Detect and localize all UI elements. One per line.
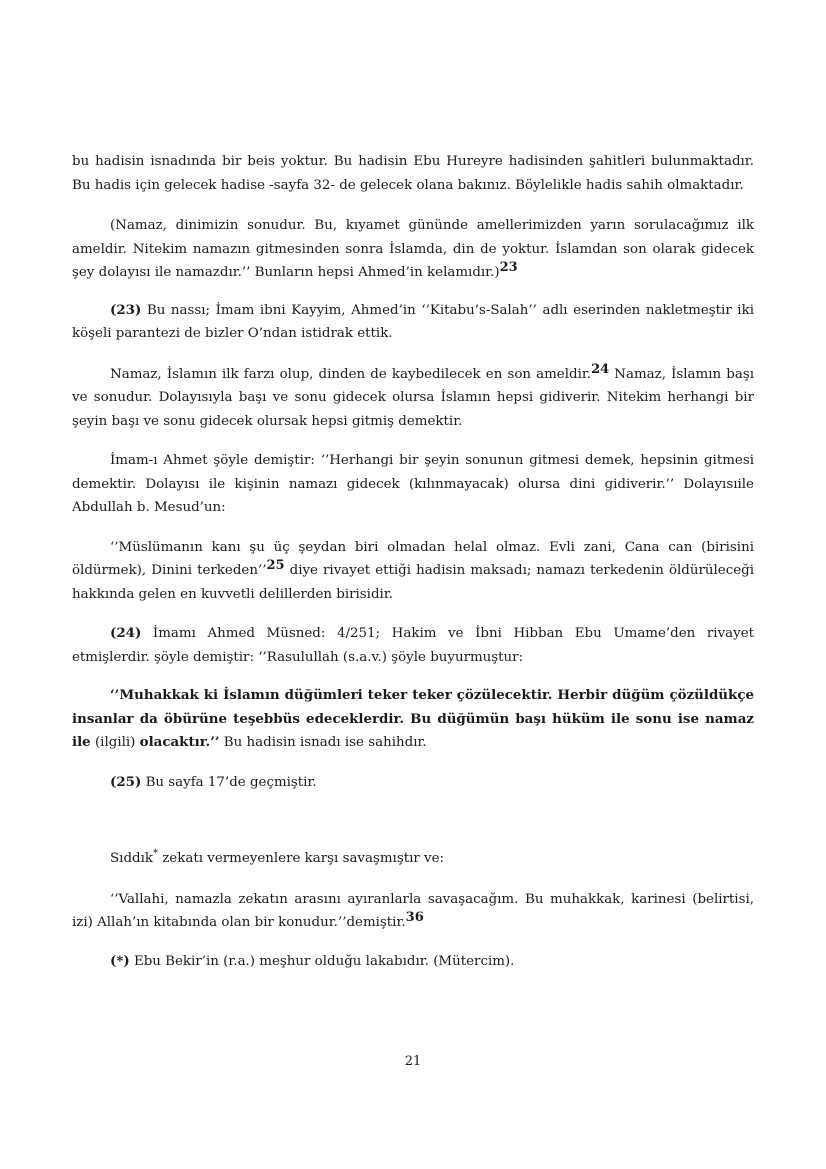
footnote-24 — [72, 622, 754, 669]
page-body — [72, 150, 754, 973]
page-number: 21 — [404, 1054, 422, 1069]
paragraph-5: İmam-ı Ahmet şöyle demiştir: ‘’Herhangi bir şeyin sonunun gitmesi demek, hepsinin gitmesi demektir. Dolayısı ile kişinin namazı gidecek (kılınmayacak) olursa dini gidiverir.’’ Dolayısıile Abdullah b. Mesud’un: — [72, 453, 754, 515]
paragraph-10-text-b: zekatı vermeyenlere karşı savaşmıştır ve: — [158, 851, 445, 866]
footnote-star-marker: (*) — [110, 952, 130, 969]
hadith-quote-plain: (ilgili) — [90, 735, 140, 750]
footnote-star-text: Ebu Bekir’in (r.a.) meşhur olduğu lakabıdır. (Mütercim). — [129, 953, 515, 969]
footnote-25-number: (25) — [110, 773, 142, 790]
paragraph-4-text-a: Namaz, İslamın ilk farzı olup, dinden de kaybedilecek en son ameldir. — [110, 366, 592, 382]
paragraph-11 — [72, 888, 754, 935]
paragraph-4 — [72, 363, 754, 434]
paragraph-6-text-a: ‘’Müslümanın kanı şu üç şeydan biri olmadan helal olmaz. Evli zani, Cana can (birisini öldürmek), Dinini terkeden’’ — [72, 539, 754, 578]
footnote-ref-24: 24 — [591, 361, 610, 377]
paragraph-6-text-b: diye rivayet ettiği hadisin maksadı; namazı terkedenin öldürüleceği hakkında gelen en kuvvetli delillerden birisidir. — [72, 563, 754, 602]
footnote-25 — [72, 771, 754, 795]
footnote-ref-36: 36 — [405, 910, 424, 925]
hadith-quote-bold-2: olacaktır.’’ — [139, 734, 220, 750]
footnote-24-number: (24) — [110, 625, 142, 641]
footnote-25-text: Bu sayfa 17’de geçmiştir. — [141, 774, 317, 790]
paragraph-10 — [72, 847, 754, 871]
footnote-24-text: İmamı Ahmed Müsned: 4/251; Hakim ve İbni Hibban Ebu Umame’den rivayet etmişlerdir. şöyle demiştir: ‘’Rasulullah (s.a.v.) şöyle buyurmuştur: — [72, 626, 754, 665]
paragraph-2-text: (Namaz, dinimizin sonudur. Bu, kıyamet gününde amellerimizden yarın sorulacağımız ilk ameldir. Nitekim namazın gitmesinden sonra İslamda, din de yoktur. İslamdan son olarak gidecek şey dolayısı ile namazdır.’’ Bunların hepsi Ahmed’in kelamıdır.) — [72, 218, 754, 280]
footnote-23-number: (23) — [110, 301, 142, 318]
paragraph-2 — [72, 214, 754, 285]
footnote-star — [72, 950, 754, 974]
footnote-ref-25: 25 — [266, 558, 285, 573]
paragraph-6 — [72, 536, 754, 607]
paragraph-10-text-a: Sıddık — [110, 851, 153, 866]
footnote-ref-23: 23 — [499, 260, 518, 275]
paragraph-1: bu hadisin isnadında bir beis yoktur. Bu hadisin Ebu Hureyre hadisinden şahitleri bulunmaktadır. Bu hadis için gelecek hadise -sayfa 32- de gelecek olana bakınız. Böylelikle hadis sahih olmaktadır. — [72, 154, 754, 193]
footnote-23 — [72, 299, 754, 346]
footnote-23-text: Bu nassı; İmam ibni Kayyim, Ahmed’in ‘’Kitabu’s-Salah’’ adlı eserinden nakletmeştir iki köşeli parantezi de bizler O’ndan istidrak ettik. — [72, 302, 754, 341]
hadith-quote-bold-1: ‘’Muhakkak ki İslamın düğümleri teker teker çözülecektir. Herbir düğüm çözüldükçe insanlar da öbürüne teşebbüs edeceklerdir. Bu düğümün başı hüküm ile sonu ise namaz ile — [72, 687, 754, 750]
paragraph-11-text: ‘’Vallahi, namazla zekatın arasını ayıranlarla savaşacağım. Bu muhakkak, karinesi (belirtisi, izi) Allah’ın kitabında olan bir konudur.’’demiştir. — [72, 891, 754, 930]
hadith-quote — [72, 684, 754, 755]
footnote-ref-star: * — [153, 848, 158, 859]
paragraph-4-text-b: Namaz, İslamın başı ve sonudur. Dolayısıyla başı ve sonu gidecek olursa İslamın hepsi gidiverir. Nitekim herhangi bir şeyin başı ve sonu gidecek olursak hepsi gitmiş demektir. — [72, 366, 754, 429]
hadith-quote-tail: Bu hadisin isnadı ise sahihdır. — [219, 735, 427, 750]
